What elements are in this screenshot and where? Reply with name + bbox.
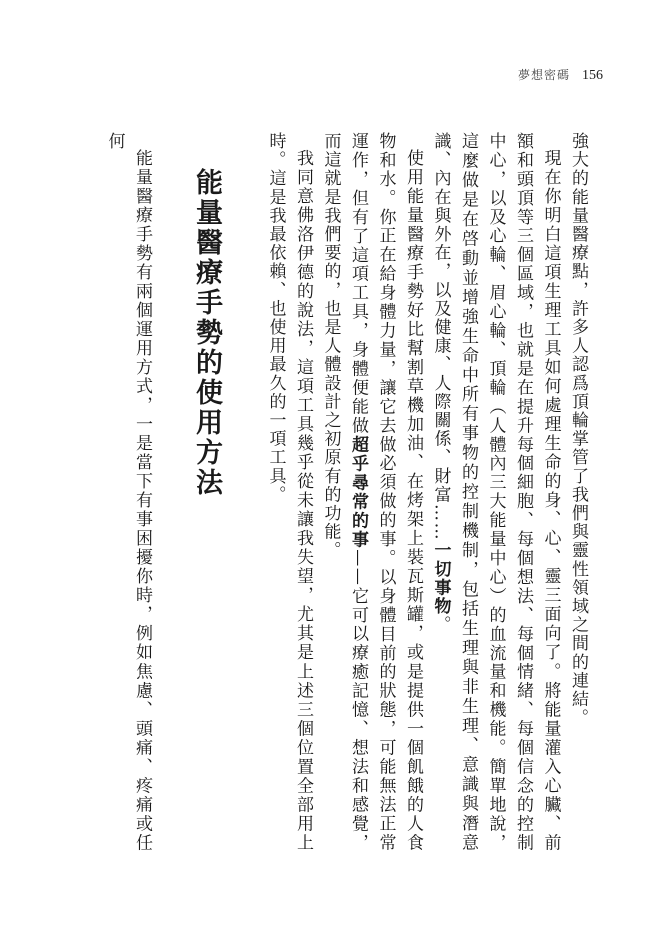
paragraph-2 — [426, 132, 564, 852]
paragraph-4 — [261, 132, 316, 852]
paragraph-1 — [564, 132, 592, 852]
paragraph-4-text: 我同意佛洛伊德的說法，這項工具幾乎從未讓我失望，尤其是上述三個位置全部用上時。這是我最依賴、也使用最久的一項工具。 — [265, 132, 313, 852]
paragraph-5-text: 能量醫療手勢有兩個運用方式，一是當下有事困擾你時，例如焦慮、頭痛、疼痛或任何 — [104, 132, 152, 852]
paragraph-3 — [316, 132, 426, 852]
paragraph-1-text: 強大的能量醫療點，許多人認爲頂輪掌管了我們與靈性領域之間的連結。 — [568, 132, 588, 728]
paragraph-2-emphasis: 一切事物 — [430, 541, 451, 616]
running-header — [518, 66, 603, 84]
section-heading: 能量醫療手勢的使用方法 — [191, 168, 222, 498]
paragraph-3-text-a: 使用能量醫療手勢好比幫割草機加油、在烤架上裝瓦斯罐，或是提供一個飢餓的人食物和水。你正在給身體力量，讓它去做必須做的事。以身體目前的狀態，可能無法正常運作，但有了這項工具，身體便能做 — [348, 132, 423, 852]
paragraph-2-text: 現在你明白這項生理工具如何處理生命的身、心、靈三面向了。將能量灌入心臟、前額和頭頂等三個區域，也就是在提升每個細胞、每個想法、每個情緒、每個信念的控制中心，以及心輪、眉心輪、頂輪（人體內三大能量中心）的血流量和機能。簡單地說，這麼做是在啓動並增強生命中所有事物的控制機制，包括生理與非生理、意識與潛意識、內在與外在，以及健康、人際關係、財富…… — [430, 132, 561, 852]
page-number: 156 — [582, 68, 603, 83]
paragraph-5 — [100, 132, 155, 852]
vertical-text-body — [31, 132, 591, 852]
paragraph-2-end: 。 — [430, 615, 451, 635]
book-title: 夢想密碼 — [517, 68, 570, 82]
paragraph-3-emphasis: 超乎尋常的事 — [348, 435, 368, 550]
paragraph-3-text-b: ——它可以療癒記憶、想法和感覺，而這就是我們要的，也是人體設計之初原有的功能。 — [320, 132, 368, 852]
